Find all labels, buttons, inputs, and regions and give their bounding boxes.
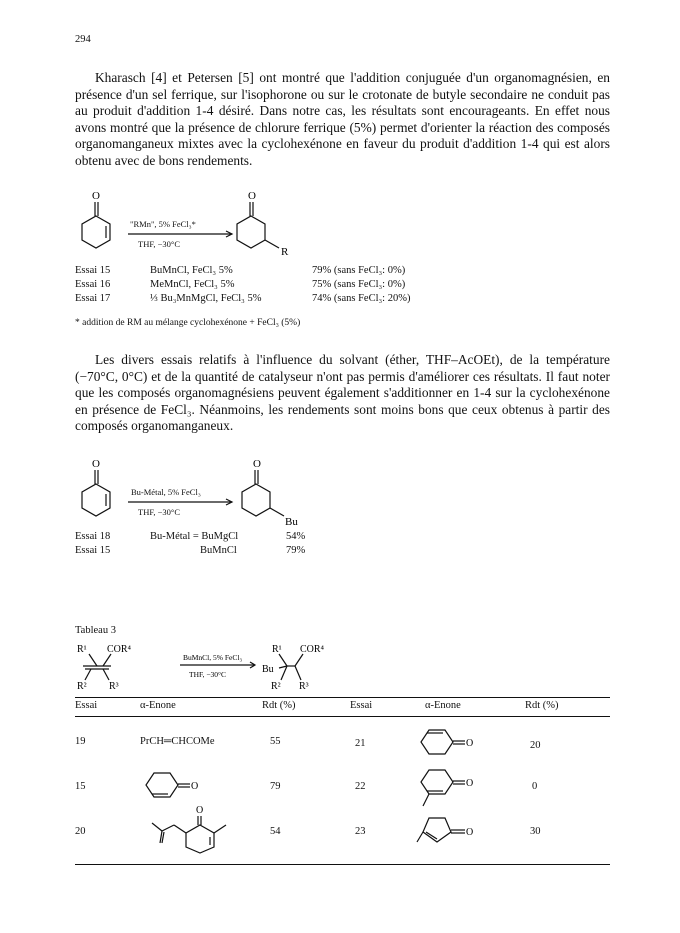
essai-label: Essai 15	[75, 265, 111, 276]
yield: 75% (sans FeCl₃: 0%)	[312, 279, 406, 290]
row3-essai-b: 23	[355, 826, 366, 837]
oxygen: O	[191, 781, 199, 792]
table-reagent-below: THF, −30°C	[189, 670, 227, 679]
scheme2-oxygen-left: O	[92, 458, 100, 470]
scheme1-row-3	[75, 293, 635, 307]
scheme1-oxygen-left: O	[92, 190, 100, 202]
scheme2-cyclohexenone	[70, 456, 120, 526]
page-number: 294	[75, 34, 91, 45]
scheme1-arrow	[128, 231, 238, 239]
product-r2: R²	[271, 681, 281, 692]
row1-rdt-a: 55	[270, 736, 281, 747]
paragraph-2: Les divers essais relatifs à l'influence du solvant (éther, THF–AcOEt), de la température (−70°C, 0°C) et de la quantité de catalyseur n'ont pas permis d'améliorer ces résultats. Il faut noter que les composés organomagnésiens peuvent également s'additionner en 1-4 sur la cyclohexénone en présence de FeCl₃. Néanmoins, les rendements sont moins bons que ceux obtenus à partir des composés organomanganeux.	[75, 352, 610, 434]
row2-enone-a-structure	[140, 765, 220, 805]
essai-label: Essai 18	[75, 531, 111, 542]
scheme1-cyclohexenone	[70, 188, 120, 258]
reagents: BuMnCl	[200, 545, 237, 556]
essai-label: Essai 16	[75, 279, 111, 290]
scheme1-row-2	[75, 279, 635, 293]
scheme1-row-1	[75, 265, 635, 279]
cor4-label: COR⁴	[107, 644, 132, 655]
oxygen: O	[196, 805, 204, 816]
r3-label: R³	[109, 681, 119, 692]
paragraph-1: Kharasch [4] et Petersen [5] ont montré que l'addition conjuguée d'un organomagnésien, en présence d'un sel ferrique, sur l'isophorone ou sur le crotonate de butyle secondaire ne conduit pas au produit d'addition 1-4 désiré. Dans notre cas, les résultats sont encourageants. En effet nous avons montré que la présence de chlorure ferrique (5%) permet d'orienter la réaction des composés organomanganeux mixtes avec la cyclohexénone en faveur du produit d'addition 1-4 qui est alors obtenu avec de bons rendements.	[75, 70, 610, 168]
row3-rdt-b: 30	[530, 826, 541, 837]
row1-essai-a: 19	[75, 736, 86, 747]
table-header-rule	[75, 716, 610, 717]
footnote: * addition de RM au mélange cyclohexénone + FeCl₃ (5%)	[75, 318, 301, 328]
row3-enone-b-structure	[415, 808, 495, 853]
row2-essai-b: 22	[355, 781, 366, 792]
yield: 74% (sans FeCl₃: 20%)	[312, 293, 411, 304]
table-top-rule	[75, 697, 610, 698]
header-essai-a: Essai	[75, 700, 98, 711]
row3-rdt-a: 54	[270, 826, 281, 837]
row2-enone-b-structure	[415, 762, 495, 812]
header-essai-b: Essai	[350, 700, 373, 711]
row1-essai-b: 21	[355, 738, 366, 749]
scheme1-reagent-above: "RMn", 5% FeCl₃*	[130, 219, 196, 229]
scheme2-reagent-above: Bu-Métal, 5% FeCl₃	[131, 487, 201, 497]
scheme1-substituent: R	[281, 246, 289, 258]
header-rdt-a: Rdt (%)	[262, 700, 296, 711]
reagents: Bu-Métal = BuMgCl	[150, 531, 239, 542]
product-cor4: COR⁴	[300, 644, 325, 655]
reagents: BuMnCl, FeCl₃ 5%	[150, 265, 233, 276]
header-enone-a: α-Enone	[140, 700, 176, 711]
yield: 54%	[286, 531, 306, 542]
table-bottom-rule	[75, 864, 610, 865]
header-rdt-b: Rdt (%)	[525, 700, 559, 711]
row1-enone-a: PrCH═CHCOMe	[140, 736, 215, 747]
row1-enone-b-structure	[415, 722, 495, 762]
row3-enone-a-structure	[130, 803, 250, 853]
row2-essai-a: 15	[75, 781, 86, 792]
reagents: MeMnCl, FeCl₃ 5%	[150, 279, 235, 290]
scheme1-reagent-below: THF, −30°C	[138, 239, 180, 249]
reagents: ⅓ Bu₃MnMgCl, FeCl₃ 5%	[150, 293, 262, 304]
oxygen: O	[466, 738, 474, 749]
scheme2-row-2	[75, 545, 635, 559]
row1-rdt-b: 20	[530, 740, 541, 751]
scheme2-arrow	[128, 499, 238, 507]
oxygen: O	[466, 827, 474, 838]
scheme2-row-1	[75, 531, 635, 545]
product-bu: Bu	[262, 664, 274, 675]
essai-label: Essai 15	[75, 545, 111, 556]
scheme2-substituent: Bu	[285, 516, 298, 528]
product-r1: R¹	[272, 644, 282, 655]
row2-rdt-a: 79	[270, 781, 281, 792]
oxygen: O	[466, 778, 474, 789]
table-reagent-above: BuMnCl, 5% FeCl₃	[183, 653, 243, 662]
header-enone-b: α-Enone	[425, 700, 461, 711]
row2-rdt-b: 0	[532, 781, 538, 792]
table-title: Tableau 3	[75, 625, 116, 636]
scheme2-oxygen-right: O	[253, 458, 261, 470]
yield: 79% (sans FeCl₃: 0%)	[312, 265, 406, 276]
table-scheme	[75, 642, 375, 694]
r1-label: R¹	[77, 644, 87, 655]
row3-essai-a: 20	[75, 826, 86, 837]
essai-label: Essai 17	[75, 293, 111, 304]
scheme2-product	[230, 456, 310, 536]
scheme1-oxygen-right: O	[248, 190, 256, 202]
product-r3: R³	[299, 681, 309, 692]
r2-label: R²	[77, 681, 87, 692]
yield: 79%	[286, 545, 306, 556]
scheme1-product	[225, 188, 305, 268]
scheme2-reagent-below: THF, −30°C	[138, 507, 180, 517]
